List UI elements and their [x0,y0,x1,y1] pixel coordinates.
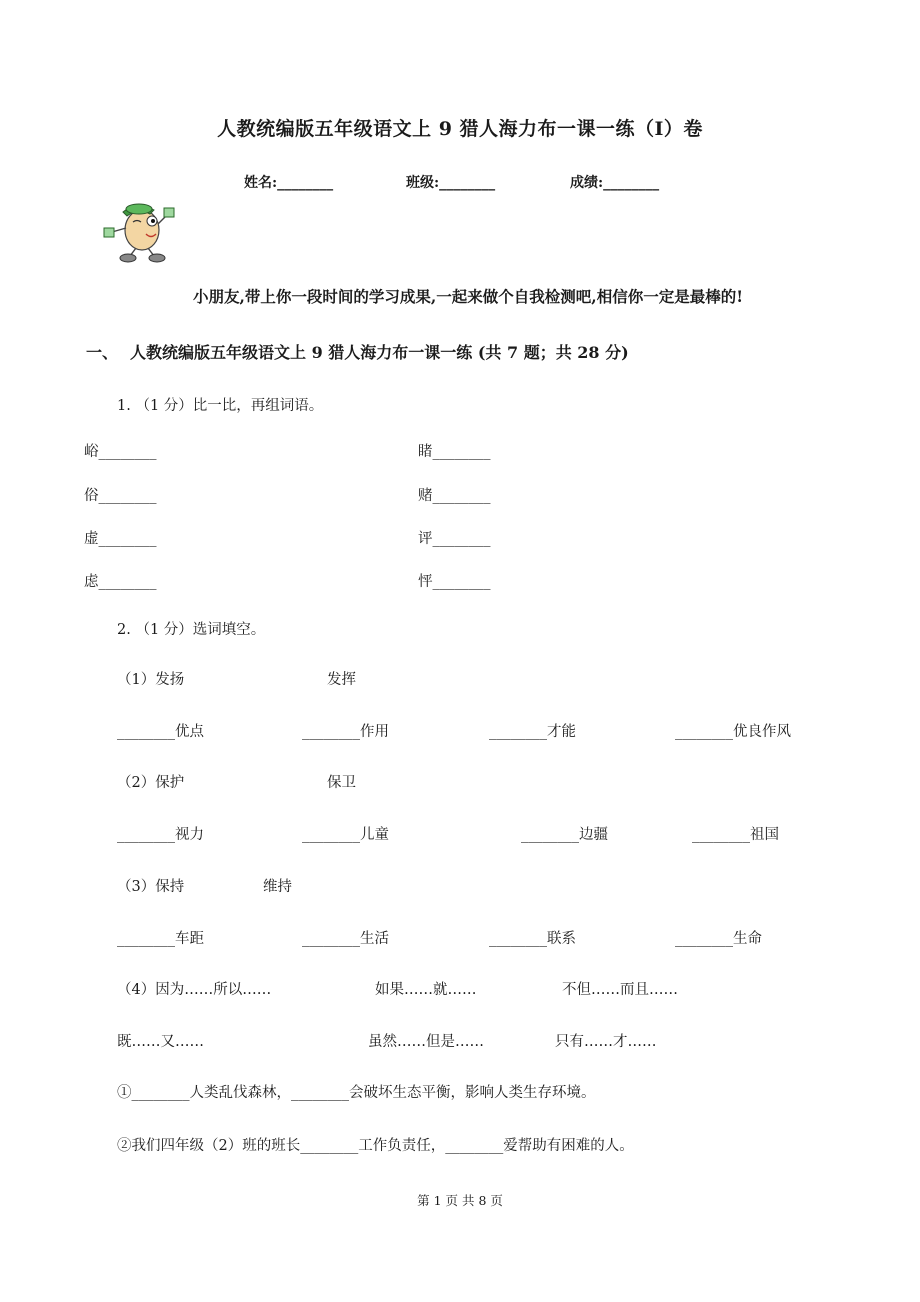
q2-conjunction: 虽然……但是…… [368,1034,484,1050]
q2-group-3-alt: 维持 [263,879,292,895]
greeting-text: 小朋友,带上你一段时间的学习成果,一起来做个自我检测吧,相信你一定是最棒的! [193,287,743,306]
question-2-prompt: 2. （1 分）选词填空。 [117,622,266,638]
q2-g2-item: ________祖国 [692,827,779,843]
q2-group-1-alt: 发挥 [327,672,356,688]
q2-g1-item: ________优良作风 [675,724,791,740]
name-field: 姓名:________ [244,175,334,191]
q2-conjunction: 只有……才…… [555,1034,657,1050]
q2-g2-item: ________边疆 [521,827,608,843]
q2-group-2-alt: 保卫 [327,775,356,791]
q2-conjunction: 既……又…… [117,1034,204,1050]
q1-right-item: 睹________ [418,444,491,460]
q2-g3-item: ________车距 [117,931,204,947]
q1-right-item: 评________ [418,531,491,547]
section-heading: 人教统编版五年级语文上 9 猎人海力布一课一练 (共 7 题；共 28 分) [130,343,629,362]
class-field: 班级:________ [406,175,496,191]
page-title: 人教统编版五年级语文上 9 猎人海力布一课一练（I）卷 [217,118,703,140]
q2-group-1-label: （1）发扬 [117,672,185,688]
page-footer: 第 1 页 共 8 页 [417,1193,503,1208]
q2-group-3-label: （3）保持 [117,879,185,895]
q2-g2-item: ________视力 [117,827,204,843]
q1-left-item: 虚________ [84,531,157,547]
q1-right-item: 赌________ [418,488,491,504]
question-1-prompt: 1. （1 分）比一比，再组词语。 [117,398,324,414]
q1-left-item: 峪________ [84,444,157,460]
mascot-icon [100,198,180,264]
q1-right-item: 怦________ [418,574,491,590]
q2-g3-item: ________联系 [489,931,576,947]
section-heading-number: 一、 [86,343,119,362]
q2-g2-item: ________儿童 [302,827,389,843]
q2-g1-item: ________才能 [489,724,576,740]
q1-left-item: 虑________ [84,574,157,590]
q2-conjunction: 如果……就…… [375,982,477,998]
score-field: 成绩:________ [570,175,660,191]
q2-g1-item: ________作用 [302,724,389,740]
q1-left-item: 俗________ [84,488,157,504]
q2-sentence-1: ①________人类乱伐森林，________会破坏生态平衡，影响人类生存环境。 [117,1085,596,1101]
q2-group-2-label: （2）保护 [117,775,185,791]
q2-sentence-2: ②我们四年级（2）班的班长________工作负责任，________爱帮助有困难的人。 [117,1138,634,1154]
q2-g1-item: ________优点 [117,724,204,740]
q2-g3-item: ________生活 [302,931,389,947]
q2-g3-item: ________生命 [675,931,762,947]
q2-conjunction: （4）因为……所以…… [117,982,272,998]
q2-conjunction: 不但……而且…… [562,982,678,998]
